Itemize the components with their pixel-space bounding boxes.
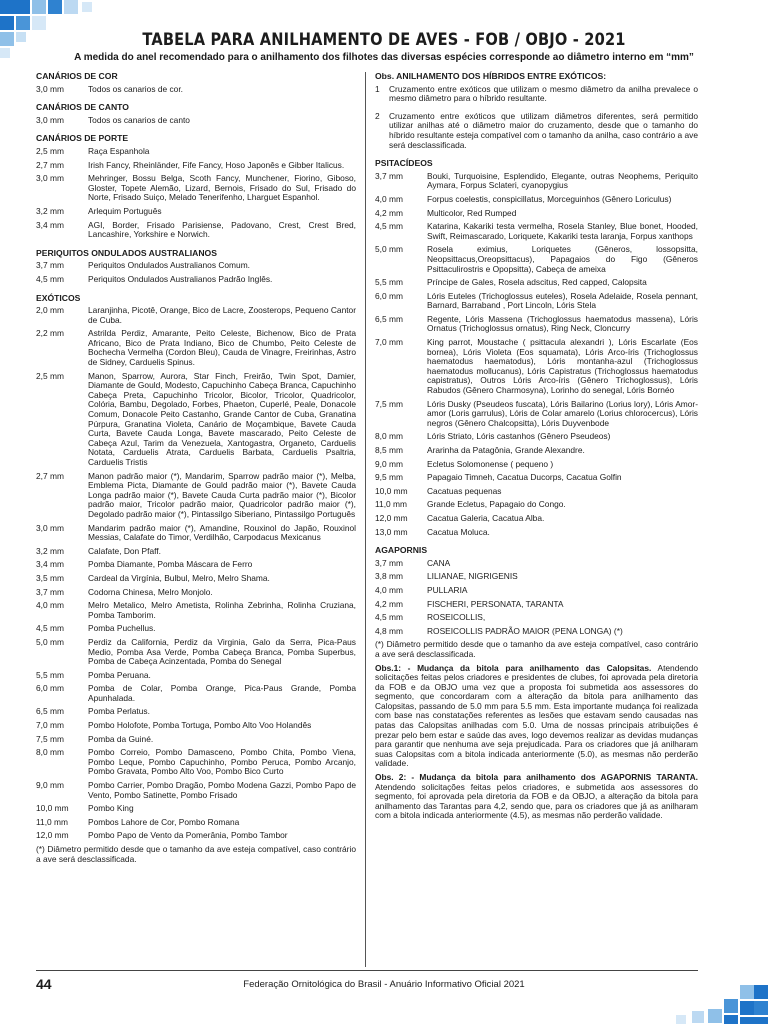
species-list: Multicolor, Red Rumped xyxy=(427,207,517,218)
ring-size: 7,0 mm xyxy=(36,720,64,731)
ring-size: 6,5 mm xyxy=(375,313,403,324)
page-number: 44 xyxy=(36,976,52,992)
species-list: Ararinha da Patagônia, Grande Alexandre. xyxy=(427,445,585,455)
ring-size: 6,5 mm xyxy=(36,706,64,717)
species-list: FISCHERI, PERSONATA, TARANTA xyxy=(427,598,564,609)
table-row xyxy=(375,460,698,470)
species-list: Todos os canarios de canto xyxy=(88,114,190,125)
section-canarios-cor xyxy=(36,85,356,95)
table-row xyxy=(36,560,356,570)
species-list: Arlequim Português xyxy=(88,205,162,216)
table-row xyxy=(36,221,356,240)
ring-size: 3,0 mm xyxy=(36,522,64,533)
table-row xyxy=(36,329,356,367)
table-row xyxy=(36,638,356,667)
species-list: Pombos Lahore de Cor, Pombo Romana xyxy=(88,816,240,827)
ring-size: 6,0 mm xyxy=(375,290,403,301)
table-row xyxy=(375,613,698,623)
species-list: Cacatua Moluca. xyxy=(427,526,490,537)
ring-size: 3,7 mm xyxy=(36,260,64,271)
list-number: 1 xyxy=(375,83,380,94)
ring-size: 2,2 mm xyxy=(36,328,64,339)
table-row xyxy=(375,500,698,510)
footer-text: Federação Ornitológica do Brasil - Anuário Informativo Oficial 2021 xyxy=(243,979,525,990)
section-heading: PSITACÍDEOS xyxy=(375,158,433,169)
ring-size: 5,5 mm xyxy=(36,669,64,680)
species-list: Periquitos Ondulados Australianos Padrão Inglês. xyxy=(88,273,273,284)
species-list: Cacatua Galeria, Cacatua Alba. xyxy=(427,512,545,523)
list-text: Cruzamento entre exóticos que utilizam diâmetros diferentes, será permitido utilizar anilhas até o diâmetro maior do cruzamento, desde que o tamanho do híbrido resultante esteja compatível com o tamanho da anilha, caso contrário a ave será desclassificada. xyxy=(389,110,698,150)
table-row xyxy=(36,174,356,203)
table-row xyxy=(36,547,356,557)
table-row xyxy=(36,671,356,681)
table-row xyxy=(36,588,356,598)
species-list: Rosela eximius, Loriquetes (Gêneros, lossopsitta, Neopsittacus,Oreopsittacus), Papagaios do Figo (Gêneros Psittaculirostris e Opopsitta), Cabeça de ameixa xyxy=(427,244,698,274)
ring-size: 4,5 mm xyxy=(36,273,64,284)
table-row xyxy=(375,446,698,456)
section-heading: CANÁRIOS DE CANTO xyxy=(36,102,129,113)
table-row xyxy=(375,572,698,582)
table-row xyxy=(36,735,356,745)
table-row xyxy=(375,292,698,311)
table-row xyxy=(36,306,356,325)
ring-size: 2,0 mm xyxy=(36,305,64,316)
species-list: Katarina, Kakariki testa vermelha, Rosela Stanley, Blue bonet, Hooded, Swift, Reimascarado, Loriquete, Kakariki testa laranja, Forpus xanthops xyxy=(427,221,698,241)
ring-size: 2,5 mm xyxy=(36,370,64,381)
species-list: Lóris Striato, Lóris castanhos (Gênero Pseudeos) xyxy=(427,431,611,442)
ring-size: 12,0 mm xyxy=(375,512,408,523)
ring-size: 4,5 mm xyxy=(36,623,64,634)
species-list: Forpus coelestis, conspicillatus, Morceguinhos (Gênero Loriculus) xyxy=(427,193,672,204)
ring-size: 13,0 mm xyxy=(375,526,408,537)
species-list: Pomba Perlatus. xyxy=(88,706,150,717)
ring-size: 3,7 mm xyxy=(36,586,64,597)
species-list: Raça Espanhola xyxy=(88,145,150,156)
species-list: Calafate, Don Pfaff. xyxy=(88,545,161,556)
table-row xyxy=(36,804,356,814)
table-row xyxy=(36,524,356,543)
section-exoticos xyxy=(36,306,356,841)
table-row xyxy=(375,222,698,241)
section-periquitos xyxy=(36,261,356,284)
species-list: Irish Fancy, Rheinländer, Fife Fancy, Hoso Japonês e Gibber Italicus. xyxy=(88,159,345,170)
ring-size: 12,0 mm xyxy=(36,830,69,841)
ring-size: 10,0 mm xyxy=(36,803,69,814)
species-list: Pombo Carrier, Pombo Dragão, Pombo Modena Gazzi, Pombo Papo de Vento, Pombo Satinette, Pombo Frisado xyxy=(88,780,356,800)
table-row xyxy=(375,432,698,442)
species-list: Todos os canarios de cor. xyxy=(88,83,183,94)
species-list: Pomba de Colar, Pomba Orange, Pica-Paus Grande, Pomba Apunhalada. xyxy=(88,683,356,703)
section-canarios-porte xyxy=(36,147,356,240)
obs1-text: Atendendo solicitações feitas pelos criadores e presidentes de clubes, foi aprovada pela diretoria da FOB e da OBJO uma vez que a proposta foi submetida aos assessores do segmento, que concordaram com a alteração da bitola para anilhamento das Calopsitas, passando de 5.0 mm para 5.5 mm. Esta importante mudança foi realizada com base nas constatações referentes as lesões que estavam sendo causadas nas patas das Calopsitas anilhadas com 5.0. Uma de nossas principais atribuições é prezar pelo bem estar e saúde das aves, logo devemos realizar as devidas mudanças para garantir que nenhuma ave seja prejudicada. Para os criadores que já anilharam suas Calopsitas com a bitola indicada anteriormente (5.0), as mesmas não perderão validade. xyxy=(375,662,698,769)
ring-size: 3,4 mm xyxy=(36,219,64,230)
page-subtitle: A medida do anel recomendado para o anilhamento dos filhotes das diversas espécies corresponde ao diâmetro interno em “mm” xyxy=(74,52,694,63)
section-heading: EXÓTICOS xyxy=(36,292,81,303)
table-row xyxy=(375,400,698,429)
ring-size: 10,0 mm xyxy=(375,485,408,496)
ring-size: 3,0 mm xyxy=(36,114,64,125)
table-row xyxy=(36,748,356,777)
species-list: Lóris Euteles (Trichoglossus euteles), Rosela Adelaide, Rosela pennant, Barnard, Barraband , Port Lincoln, Lóris Stela xyxy=(427,290,698,311)
table-row xyxy=(36,818,356,828)
species-list: Perdiz da California, Perdiz da Virginia, Galo da Serra, Pica-Paus Medio, Pomba Asa Verde, Pomba Cabeça Branca, Pomba Superbus, Pomba de Cabeça Acinzentada, Pomba do Senegal xyxy=(88,636,356,667)
table-row xyxy=(375,315,698,334)
species-list: Cacatuas pequenas xyxy=(427,485,502,496)
section-heading: CANÁRIOS DE COR xyxy=(36,71,118,81)
table-row xyxy=(36,207,356,217)
ring-size: 8,5 mm xyxy=(375,445,403,455)
ring-size: 4,5 mm xyxy=(375,221,403,232)
ring-size: 3,4 mm xyxy=(36,559,64,570)
table-row xyxy=(36,601,356,620)
species-list: Codorna Chinesa, Melro Monjolo. xyxy=(88,586,213,597)
left-column xyxy=(36,70,356,868)
section-psitacideos xyxy=(375,172,698,537)
section-agapornis xyxy=(375,559,698,637)
table-row xyxy=(36,624,356,634)
table-row xyxy=(36,831,356,841)
table-row xyxy=(375,209,698,219)
species-list: LILIANAE, NIGRIGENIS xyxy=(427,571,518,582)
ring-size: 2,7 mm xyxy=(36,470,64,481)
ring-size: 7,5 mm xyxy=(375,398,403,409)
ring-size: 3,7 mm xyxy=(375,170,403,181)
ring-size: 3,8 mm xyxy=(375,571,403,582)
obs2-title: Obs. 2: - Mudança da bitola para anilhamento dos AGAPORNIS TARANTA. xyxy=(375,772,698,783)
ring-size: 9,5 mm xyxy=(375,472,403,483)
table-row xyxy=(375,600,698,610)
table-row xyxy=(375,245,698,274)
table-row xyxy=(36,372,356,468)
species-list: Manon padrão maior (*), Mandarim, Sparrow padrão maior (*), Melba, Emblema Picta, Diamante de Gould padrão maior (*), Bavete Cauda Longa padrão maior (*), Bavete Cauda Curta padrão maior (*), Bicolor padrão maior, Tricolor padrão maior, Quadricolor padrão maior (*), Degolado padrão maior (*), Pintassilgo Siberiano, Pintassilgo Português xyxy=(88,470,356,519)
table-row xyxy=(36,721,356,731)
ring-size: 8,0 mm xyxy=(36,747,64,758)
ring-size: 9,0 mm xyxy=(375,458,403,469)
table-row xyxy=(375,172,698,191)
page-title: TABELA PARA ANILHAMENTO DE AVES - FOB / OBJO - 2021 xyxy=(142,30,626,50)
list-item xyxy=(375,112,698,150)
table-row xyxy=(36,147,356,157)
table-row xyxy=(375,338,698,396)
table-row xyxy=(375,627,698,637)
footer-rule xyxy=(36,970,698,971)
species-list: Pomba Peruana. xyxy=(88,669,151,680)
table-row xyxy=(375,528,698,538)
obs2-text: Atendendo solicitações feitas pelos criadores, e submetida aos assessores do segmento, foi aprovada pela diretoria da FOB e da OBJO, a alteração da bitola para anilhamento das Tarantas para 4,2, sendo que, para os criadores que já as anilharam com a bitola indicada anteriormente (4.5), as mesmas não perderão validade. xyxy=(375,781,698,821)
species-list: Melro Metalico, Melro Ametista, Rolinha Zebrinha, Rolinha Cruziana, Pomba Tamborim. xyxy=(88,600,356,620)
species-list: AGI, Border, Frisado Parisiense, Padovano, Crest, Crest Bred, Lancashire, Yorkshire e Norwich. xyxy=(88,219,356,240)
table-row xyxy=(36,261,356,271)
species-list: ROSEICOLLIS PADRÃO MAIOR (PENA LONGA) (*) xyxy=(427,625,623,636)
section-canarios-canto xyxy=(36,116,356,126)
ring-size: 2,5 mm xyxy=(36,145,64,156)
species-list: Grande Ecletus, Papagaio do Congo. xyxy=(427,499,566,510)
species-list: Pombo King xyxy=(88,803,134,814)
section-heading: CANÁRIOS DE PORTE xyxy=(36,133,129,144)
table-row xyxy=(375,473,698,483)
obs1-title: Obs.1: - Mudança da bitola para anilhamento das Calopsitas. xyxy=(375,662,652,673)
table-row xyxy=(36,707,356,717)
table-row xyxy=(36,85,356,95)
table-row xyxy=(36,574,356,584)
ring-size: 4,0 mm xyxy=(36,600,64,611)
species-list: Pombo Holofote, Pomba Tortuga, Pombo Alto Voo Holandês xyxy=(88,720,312,731)
ring-size: 6,0 mm xyxy=(36,683,64,694)
ring-size: 4,0 mm xyxy=(375,584,403,595)
species-list: Regente, Lóris Massena (Trichoglossus haematodus massena), Lóris Ornatus (Trichoglossus ornatus), Ring Neck, Cloncurry xyxy=(427,313,698,334)
ring-size: 11,0 mm xyxy=(375,499,407,510)
ring-size: 3,5 mm xyxy=(36,572,64,583)
table-row xyxy=(375,487,698,497)
ring-size: 9,0 mm xyxy=(36,780,64,791)
ring-size: 4,5 mm xyxy=(375,612,403,623)
ring-size: 3,0 mm xyxy=(36,83,64,94)
table-row xyxy=(375,559,698,569)
table-row xyxy=(375,586,698,596)
species-list: Ecletus Solomonense ( pequeno ) xyxy=(427,458,554,469)
table-row xyxy=(36,781,356,800)
table-row xyxy=(375,278,698,288)
section-heading: Obs. ANILHAMENTO DOS HÍBRIDOS ENTRE EXÓTICOS: xyxy=(375,71,607,81)
species-list: Lóris Dusky (Pseudeos fuscata), Lóris Bailarino (Lorius lory), Lóris Amor-amor (Loris garrulus), Lóris de Colar amarelo (Lorius chlorocercus), Lóris negros (Gênero Chalcopsitta), Lóris Duyvenbode xyxy=(427,398,698,428)
ring-size: 4,2 mm xyxy=(375,207,403,218)
species-list: Pomba Diamante, Pomba Máscara de Ferro xyxy=(88,559,253,570)
ring-size: 2,7 mm xyxy=(36,159,64,170)
table-row xyxy=(375,195,698,205)
species-list: King parrot, Moustache ( psittacula alexandri ), Lóris Escarlate (Eos bornea), Lóris Violeta (Eos squamata), Lóris Arco-íris (Trichoglossus haematodus haematodus), Lóris montanha-azul (Trichoglossus haematodus mollucanus), Lóris Capistratus (Trichoglossus haematodus capistratus), Outros Lóris Arco-íris (Gênero Trichoglossus), Lóris Rabudos (Gênero Charmosyna), Lorinho do senegal, Lóris Bornéo xyxy=(427,337,698,396)
ring-size: 5,0 mm xyxy=(36,636,64,647)
ring-size: 7,5 mm xyxy=(36,733,64,744)
ring-size: 3,7 mm xyxy=(375,557,403,568)
table-row xyxy=(375,514,698,524)
table-row xyxy=(36,472,356,520)
species-list: CANA xyxy=(427,557,451,568)
list-text: Cruzamento entre exóticos que utilizam o mesmo diâmetro da anilha prevalece o mesmo diâmetro para o híbrido resultante. xyxy=(389,83,698,104)
obs1-paragraph xyxy=(375,664,698,770)
species-list: Cardeal da Virgínia, Bulbul, Melro, Melro Shama. xyxy=(88,572,270,583)
species-list: Pomba da Guiné. xyxy=(88,733,154,744)
species-list: Príncipe de Gales, Rosela adscitus, Red capped, Calopsita xyxy=(427,277,647,288)
obs2-paragraph xyxy=(375,773,698,821)
section-heading: AGAPORNIS xyxy=(375,545,428,556)
table-row xyxy=(36,161,356,171)
ring-size: 3,2 mm xyxy=(36,545,64,556)
table-row xyxy=(36,275,356,285)
species-list: Astrilda Perdiz, Amarante, Peito Celeste, Bichenow, Bico de Prata Africano, Bico de Prata Indiano, Bico de Chumbo, Peito Celeste de Bochecha Vermelha (Cordon Bleu), Cauda de Vinagre, Freirinhas, Astro de Sidney, Carduelis Spinus. xyxy=(88,328,356,368)
species-list: Mandarim padrão maior (*), Amandine, Rouxinol do Japão, Rouxinol Messias, Calafate do Timor, Verdilhão, Carpodacus Mexicanus xyxy=(88,522,356,543)
species-list: Pomba Puchellus. xyxy=(88,623,156,634)
species-list: Laranjinha, Picotê, Orange, Bico de Lacre, Zoosterops, Pequeno Cantor de Cuba. xyxy=(88,305,356,325)
species-list: PULLARIA xyxy=(427,584,468,595)
species-list: Pombo Correio, Pombo Damasceno, Pombo Chita, Pombo Viena, Pombo Leque, Pombo Capuchinho, Pombo Peruca, Pombo Arcanjo, Pombo Gravata, Pombo Alto Voo, Pombo Bico Curto xyxy=(88,747,356,777)
footnote: (*) Diâmetro permitido desde que o tamanho da ave esteja compatível, caso contrário a ave será desclassificada. xyxy=(36,844,356,864)
ring-size: 8,0 mm xyxy=(375,431,403,442)
ring-size: 4,0 mm xyxy=(375,193,403,204)
list-number: 2 xyxy=(375,110,380,121)
decorative-squares-bottom-right xyxy=(640,985,768,1024)
species-list: ROSEICOLLIS, xyxy=(427,612,486,623)
species-list: Bouki, Turquoisine, Esplendido, Elegante, outras Neophems, Periquito Aymara, Forpus Sclateri, cyanopygius xyxy=(427,170,698,191)
section-obs-hibridos xyxy=(375,85,698,151)
ring-size: 7,0 mm xyxy=(375,337,403,348)
species-list: Papagaio Timneh, Cacatua Ducorps, Cacatua Golfin xyxy=(427,472,622,483)
ring-size: 3,0 mm xyxy=(36,173,64,184)
ring-size: 11,0 mm xyxy=(36,816,68,827)
table-row xyxy=(36,684,356,703)
column-divider xyxy=(365,72,366,967)
list-item xyxy=(375,85,698,104)
table-row xyxy=(36,116,356,126)
species-list: Manon, Sparrow, Aurora, Star Finch, Freirão, Twin Spot, Damier, Diamante de Gould, Modesto, Capuchinho Cabeça Branca, Capuchinho Cabeça Preta, Capuchinho Tricolor, Bicolor, Tricolor, Quadricolor, Colória, Bambu, Degolado, Forbes, Phaeton, Cuperlé, Peale, Donacole Comum, Donacole Peito Castanho, Grande Cantor de Cuba, Granatina Púrpura, Granatina Violeta, Canário de Moçambique, Bavete Cauda Curta, Bavete Cauda Longa, Bavete mascarado, Peito Celeste de Cabeça Azul, Tarim da Venezuela, Xantogastra, Organeto, Carduelis Notata, Carduelis Atrata, Carduelis Barbata, Carduelis Psaltria, Carduelis Tristis xyxy=(88,370,356,467)
ring-size: 4,2 mm xyxy=(375,598,403,609)
species-list: Mehringer, Bossu Belga, Scoth Fancy, Munchener, Fiorino, Giboso, Gloster, Topete Alemão, Lizard, Bernois, Frisado do Sul, Frisado do Norte, Frisado Suiço, Melado Tenerifenho, Lharguet Espanhol. xyxy=(88,173,356,203)
species-list: Periquitos Ondulados Australianos Comum. xyxy=(88,260,250,271)
ring-size: 3,2 mm xyxy=(36,205,64,216)
ring-size: 5,0 mm xyxy=(375,244,403,255)
ring-size: 4,8 mm xyxy=(375,625,403,636)
species-list: Pombo Papo de Vento da Pomerânia, Pombo Tambor xyxy=(88,830,288,841)
footnote: (*) Diâmetro permitido desde que o tamanho da ave esteja compatível, caso contrário a ave será desclassificada. xyxy=(375,639,698,659)
ring-size: 5,5 mm xyxy=(375,277,403,288)
right-column xyxy=(375,70,698,825)
section-heading: PERIQUITOS ONDULADOS AUSTRALIANOS xyxy=(36,247,217,258)
